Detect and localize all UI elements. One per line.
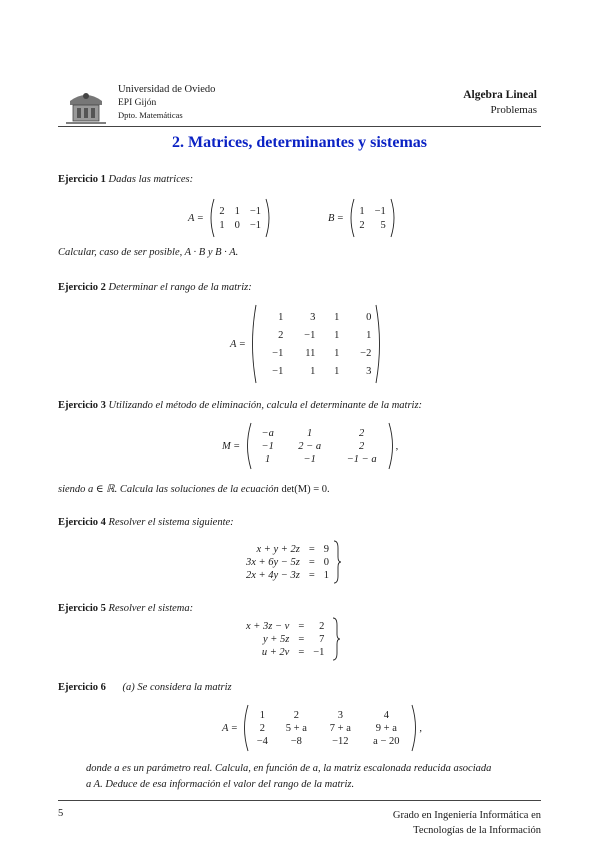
course-info [463,88,537,118]
exercise-4-heading [58,517,234,528]
exercise-3-question [58,483,330,495]
matrix-name: M [222,440,231,452]
exercise-6-line-2: a A. Deduce de esa información el valor del rango de la matriz. [86,779,355,790]
right-paren [374,304,383,384]
matrix-entry: 1 [307,427,313,439]
section-name: Problemas [490,104,537,116]
exercise-label: Ejercicio 5 [58,603,106,614]
exercise-statement: Resolver el sistema siguiente: [108,517,234,528]
exercise-label: Ejercicio 1 [58,174,106,185]
matrix-entry: 7 + a [329,722,351,734]
matrix-name: B [328,212,335,224]
exercise-5-heading [58,603,193,614]
matrix-entry: a − 20 [373,735,400,747]
matrix-name: A [222,722,229,734]
course-name: Algebra Lineal [463,89,537,101]
left-paren [244,422,253,470]
matrix-entry: 2 [293,709,299,721]
exercise-statement: Resolver el sistema: [108,603,194,614]
matrix-entry: 1 [259,709,265,721]
matrix-entry: 2 [359,440,365,452]
equation-rhs: 7 [319,633,325,645]
left-paren [249,304,258,384]
degree-info [393,808,541,838]
exercise-label: Ejercicio 6 [58,682,106,693]
degree-line-1: Grado en Ingeniería Informática en [392,810,541,821]
equation-lhs: x + 3z − v [246,620,290,632]
degree-line-2: Tecnologías de la Información [413,825,541,836]
matrix-A-ex6: A = 1 2 3 4 2 5 + a 7 + a 9 + a −4 −8 −12 a − 20 , [222,704,422,752]
matrix-entry: −a [261,427,274,439]
exercise-label: Ejercicio 3 [58,400,106,411]
footer-rule [58,800,541,801]
system-equations: x + y + 2z = 9 3x + 6y − 5z = 0 2x + 4y − 3z = 1 [246,543,329,581]
matrix-name: A [230,338,237,350]
matrix-entry: 3 [337,709,343,721]
page-title: 2. Matrices, determinantes y sistemas [171,134,428,151]
matrix-entry: 2 [259,722,265,734]
system-ex4 [246,540,342,584]
university-name: Universidad de Oviedo [118,84,216,95]
equation-rhs: 9 [323,543,329,555]
left-paren [207,198,216,238]
left-paren [347,198,356,238]
matrix-entry: −1 [304,329,316,341]
exercise-statement: Determinar el rango de la matriz: [108,282,252,293]
school-name: EPI Gijón [118,97,157,108]
equation-lhs: 2x + 4y − 3z [246,569,300,581]
exercise-label: Ejercicio 2 [58,282,106,293]
matrix-entry: 5 + a [285,722,307,734]
right-paren [387,422,396,470]
matrix-entry: −1 − a [346,453,377,465]
matrix-entry: 5 [380,219,386,231]
exercise-statement: Utilizando el método de eliminación, calcula el determinante de la matriz: [108,400,423,411]
matrix-entry: −4 [256,735,268,747]
equation-rhs: 1 [323,569,329,581]
matrix-entry: 2 [278,329,284,341]
matrix-entries [253,428,387,465]
matrix-entry: 0 [234,219,240,231]
matrix-entry: −1 [249,219,262,231]
matrix-entry: −8 [290,735,302,747]
matrix-entry: −2 [360,347,372,359]
exercise-6-line-1: donde a es un parámetro real. Calcula, en función de a, la matriz escalonada reducida asociada [86,763,492,774]
matrix-entry: 0 [366,311,372,323]
equation-lhs: y + 5z [262,633,290,645]
matrix-entry: 1 [310,365,316,377]
matrix-entry: 4 [383,709,389,721]
matrix-entry: 1 [359,205,365,217]
exercise-6-heading [58,682,232,693]
university-info [118,84,215,122]
matrix-entry: 3 [366,365,372,377]
page-number: 5 [58,808,64,819]
matrix-M-ex3: M = −a 1 2 −1 2 − a 2 1 −1 −1 − a , [222,422,398,470]
equation-lhs: 3x + 6y − 5z [246,556,300,568]
exercise-1-heading [58,174,193,185]
exercise-3-heading [58,400,422,411]
right-paren [389,198,398,238]
matrix-entry: 2 [219,205,225,217]
matrix-entry: 2 [359,427,365,439]
matrix-entry: 1 [366,329,372,341]
matrix-B-ex1: B = 1 −1 2 5 [328,198,398,238]
equation-rhs: 2 [319,620,325,632]
exercise-3-equation: det(M) = 0. [281,484,330,495]
matrix-entry: 1 [278,311,284,323]
matrix-entry: 1 [265,453,271,465]
matrix-entry: 1 [219,219,225,231]
matrix-name: A [188,212,195,224]
matrix-entry: 11 [305,347,316,359]
matrix-entry: −1 [272,347,284,359]
system-equations: x + 3z − v = 2 y + 5z = 7 u + 2v = −1 [246,620,325,658]
matrix-entries [258,312,374,377]
matrix-entry: 1 [334,329,340,341]
equation-rhs: 0 [323,556,329,568]
equation-lhs: x + y + 2z [256,543,300,555]
matrix-trailing-comma: , [395,440,399,452]
department-name: Dpto. Matemáticas [118,110,183,120]
matrix-entry: 2 [359,219,365,231]
university-crest-icon [64,87,108,127]
matrix-entry: 3 [310,311,316,323]
exercise-1-question: Calcular, caso de ser posible, A · B y B · A. [58,247,239,258]
exercise-3-question-text: siendo a ∈ ℝ. Calcula las soluciones de la ecuación [58,484,279,495]
matrix-entry: −1 [261,440,274,452]
right-brace-icon [332,617,341,661]
system-ex5 [246,617,341,661]
matrix-entry: 9 + a [375,722,397,734]
matrix-entry: 1 [234,205,240,217]
matrix-entry: −1 [374,205,386,217]
exercise-6-question [86,761,546,793]
matrix-entries [356,206,388,231]
exercise-statement: Dadas las matrices: [108,174,194,185]
header-rule [58,126,541,127]
matrix-entry: 1 [334,311,340,323]
right-brace-icon [333,540,342,584]
right-paren [264,198,273,238]
equation-lhs: u + 2v [261,646,290,658]
matrix-entry: −1 [303,453,316,465]
matrix-entry: −12 [332,735,349,747]
exercise-statement: (a) Se considera la matriz [122,682,232,693]
matrix-entries [216,206,264,231]
matrix-entry: 2 − a [298,440,322,452]
exercise-label: Ejercicio 4 [58,517,106,528]
matrix-entry: 1 [334,347,340,359]
matrix-entry: −1 [272,365,284,377]
right-paren [410,704,419,752]
equation-rhs: −1 [313,646,325,658]
matrix-entries [250,710,410,747]
matrix-A-ex1: A = 2 1 −1 1 0 −1 [188,198,273,238]
matrix-entry: 1 [334,365,340,377]
matrix-trailing-comma: , [419,722,422,734]
matrix-A-ex2: A = 1 3 1 0 2 −1 1 1 −1 11 1 −2 −1 1 1 3 [230,304,383,384]
matrix-entry: −1 [249,205,262,217]
left-paren [241,704,250,752]
exercise-2-heading [58,282,252,293]
